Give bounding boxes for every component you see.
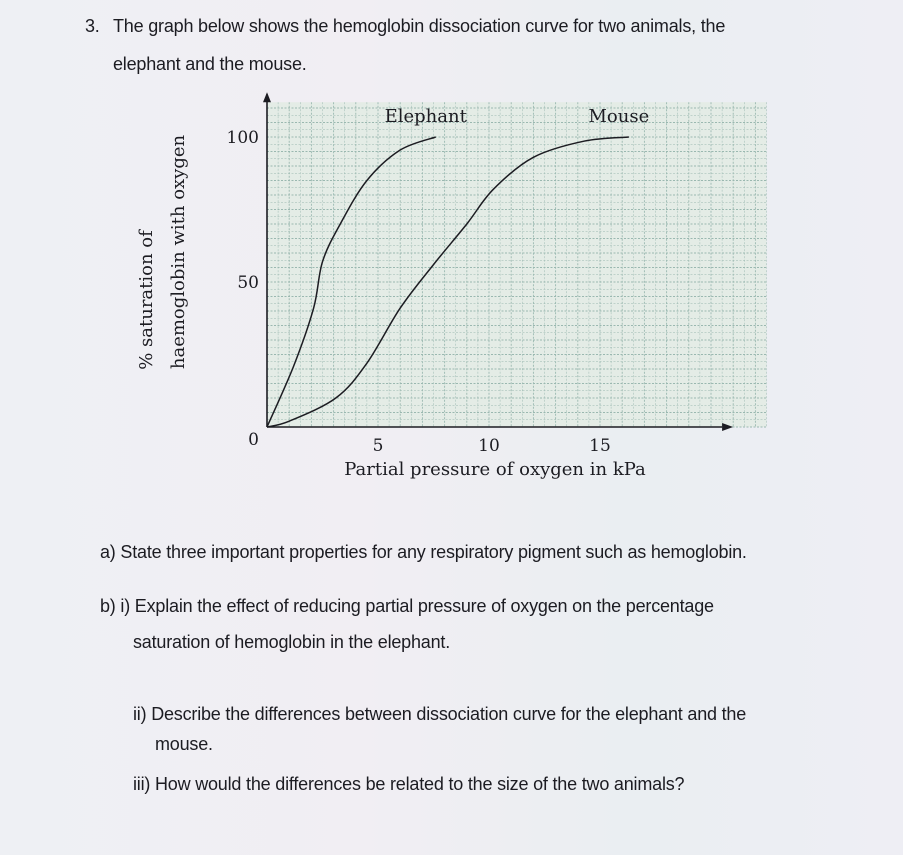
y-axis-arrow [263,92,271,102]
x-tick-label: 5 [372,436,384,456]
question-intro-line1: The graph below shows the hemoglobin dissociation curve for two animals, the [113,16,726,36]
series-label-elephant: Elephant [384,106,467,127]
dissociation-chart [0,80,903,500]
chart-grid [267,102,767,427]
y-axis-label-line1: % saturation of [136,230,157,370]
part-b-ii-line2: mouse. [155,734,213,754]
y-tick-label: 100 [226,128,259,148]
y-tick-label: 50 [237,273,259,293]
x-tick-label: 10 [478,436,500,456]
x-tick-label: 15 [589,436,611,456]
grid-background [267,102,767,427]
y-axis-label-line2: haemoglobin with oxygen [168,134,189,370]
y-tick-label: 0 [248,430,259,450]
part-b-i-line2: saturation of hemoglobin in the elephant. [133,632,451,652]
part-b-ii-line1: ii) Describe the differences between dissociation curve for the elephant and the [133,704,747,724]
part-a: a) State three important properties for any respiratory pigment such as hemoglobin. [100,542,747,562]
series-label-mouse: Mouse [588,106,650,127]
part-b-i-line1: b) i) Explain the effect of reducing partial pressure of oxygen on the percentage [100,596,714,616]
x-axis-label: Partial pressure of oxygen in kPa [344,459,646,480]
question-intro-line2: elephant and the mouse. [113,54,307,74]
question-number: 3. [85,16,100,36]
part-b-iii: iii) How would the differences be related to the size of the two animals? [133,774,685,794]
